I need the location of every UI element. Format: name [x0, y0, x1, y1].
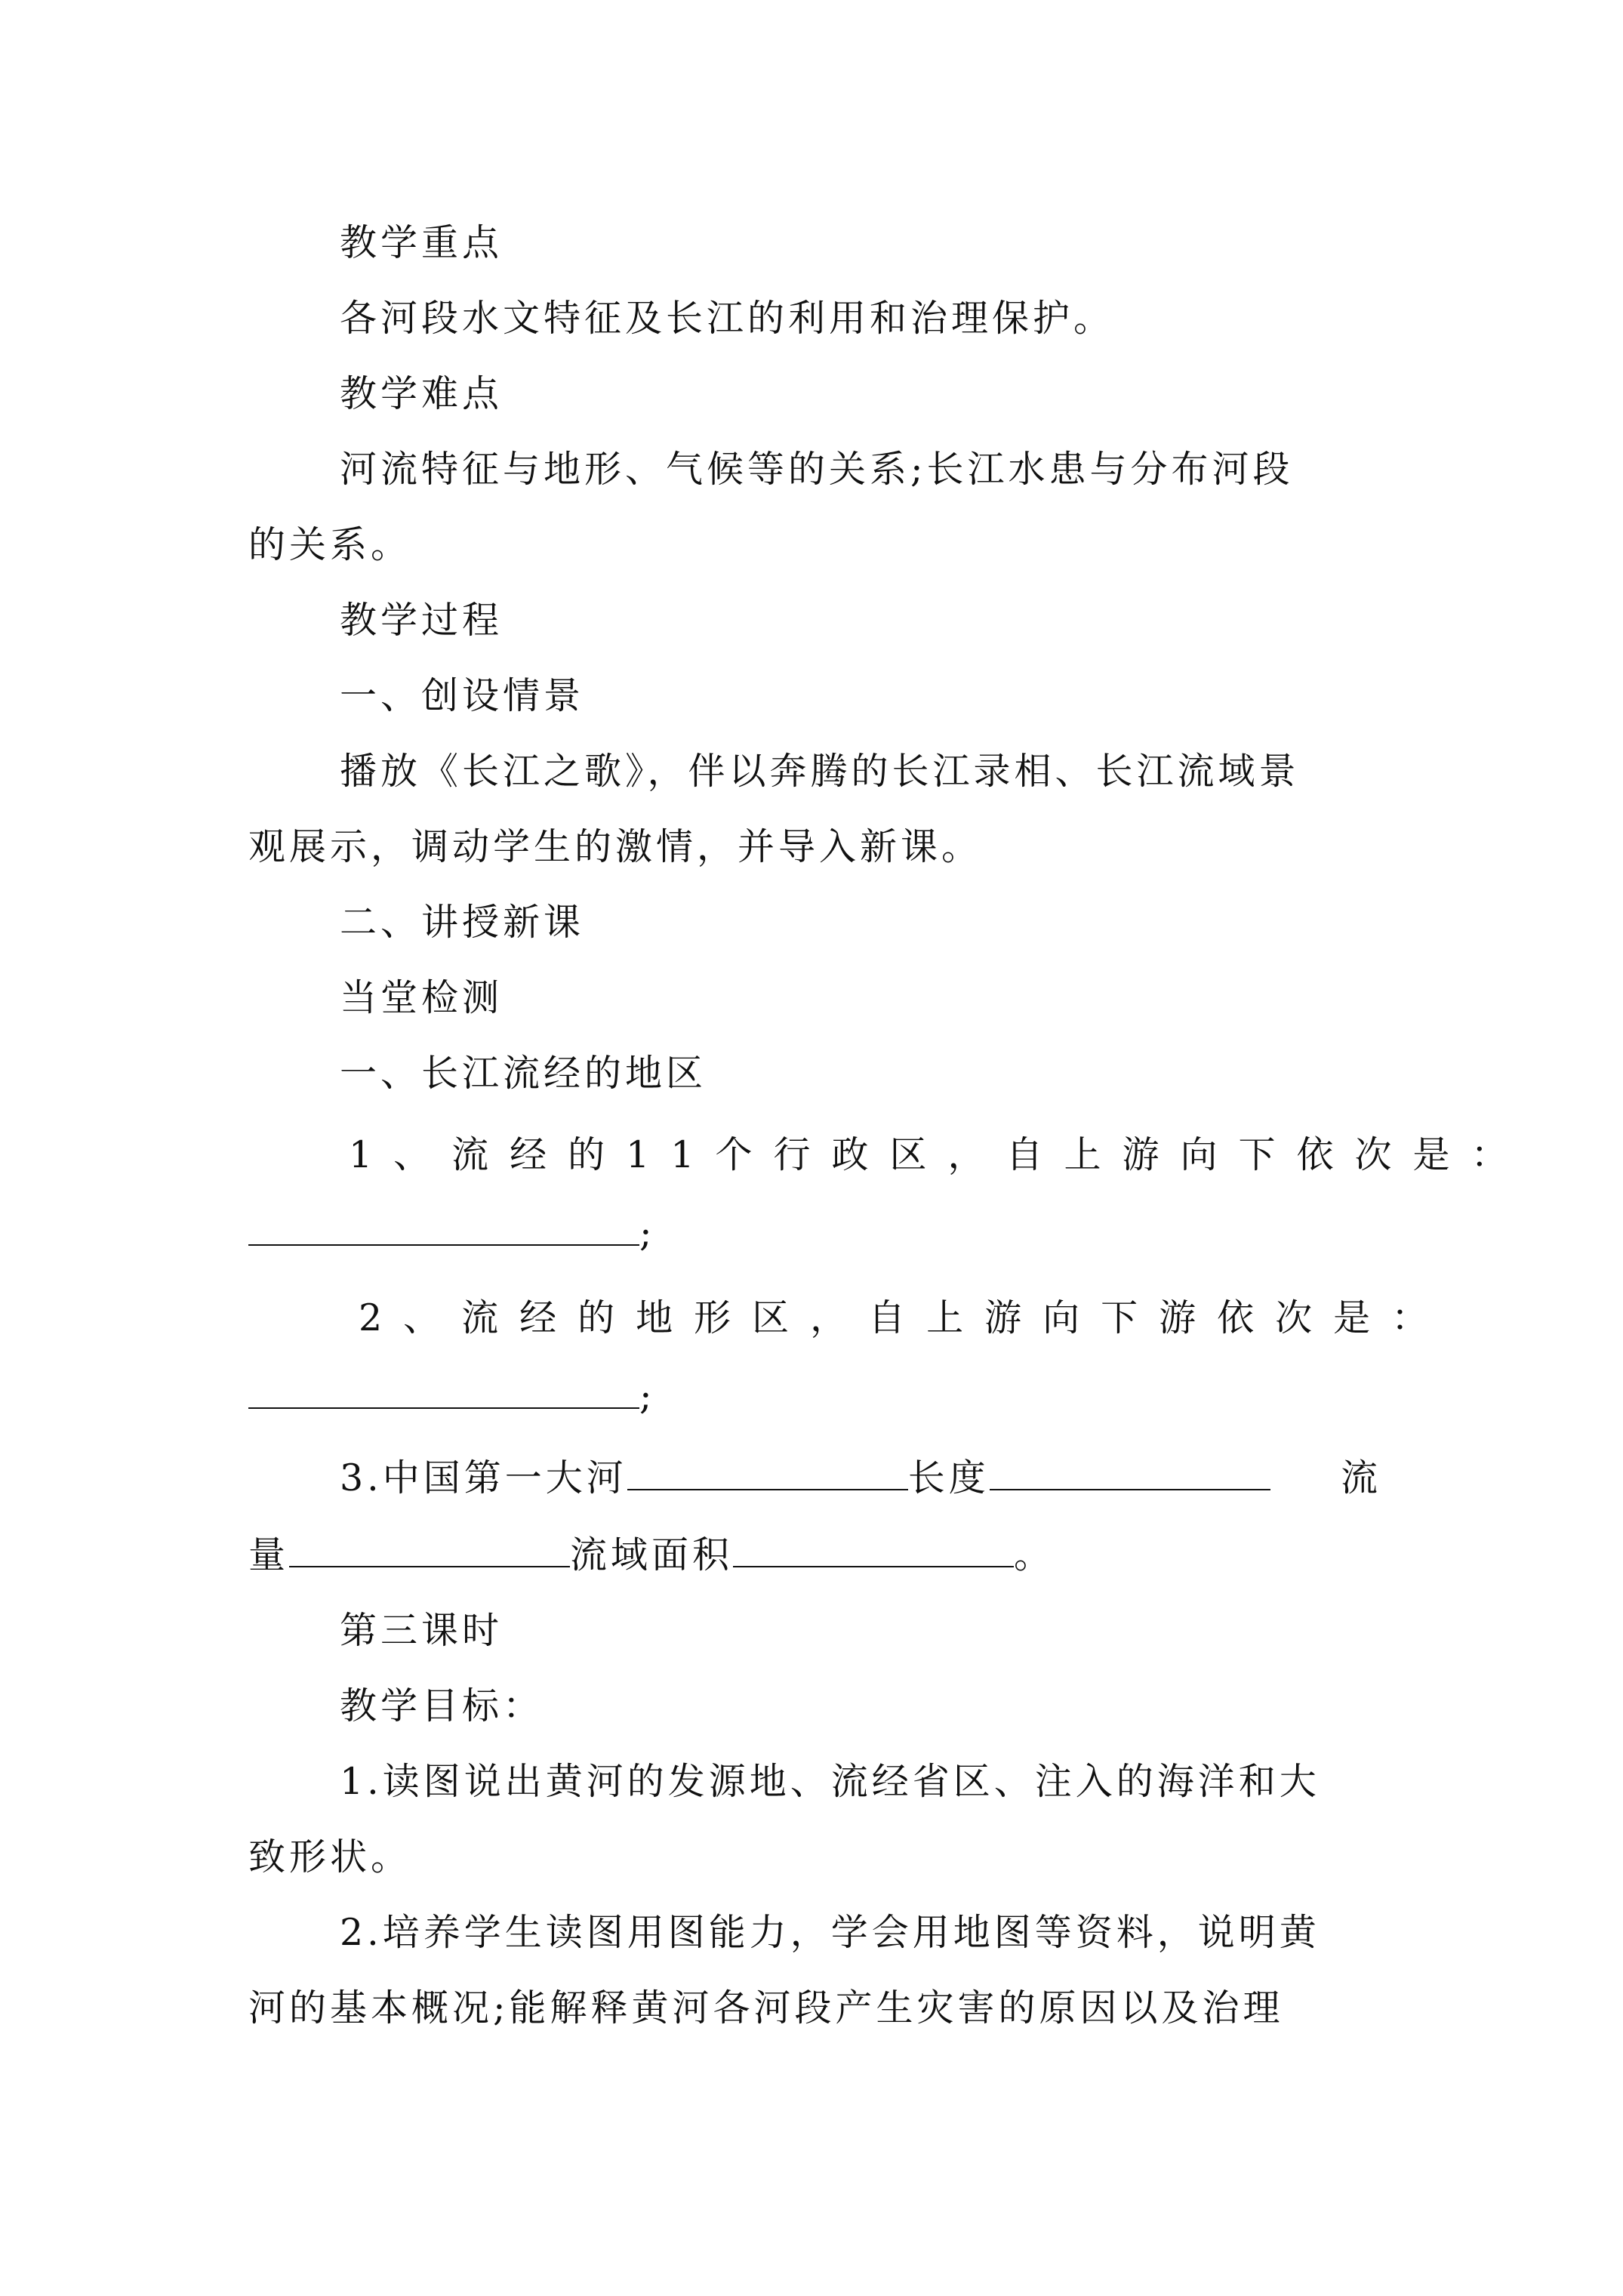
label-largest-river: 3.中国第一大河	[340, 1456, 627, 1499]
question-3-line-1	[340, 1456, 1381, 1501]
heading-teaching-process: 教学过程	[340, 599, 504, 642]
text-teaching-difficulty-2: 的关系。	[248, 523, 412, 566]
question-3-line-2	[248, 1533, 1055, 1578]
question-2: 2、流经的地形区，自上游向下游依次是：	[359, 1296, 1450, 1339]
text-teaching-focus: 各河段水文特征及长江的利用和治理保护。	[340, 297, 1115, 340]
heading-teaching-difficulty: 教学难点	[340, 372, 504, 415]
blank-largest-river[interactable]	[627, 1456, 908, 1490]
text-create-scene-2: 观展示，调动学生的激情，并导入新课。	[248, 825, 983, 868]
heading-yangtze-regions: 一、长江流经的地区	[340, 1052, 707, 1095]
blank-length[interactable]	[990, 1456, 1270, 1490]
heading-third-lesson: 第三课时	[340, 1609, 504, 1652]
question-1: 1、流经的11个行政区，自上游向下依次是：	[349, 1133, 1529, 1176]
period: 。	[1014, 1533, 1055, 1576]
heading-teaching-focus: 教学重点	[340, 221, 504, 264]
answer-line-1	[248, 1211, 656, 1256]
heading-in-class-test: 当堂检测	[340, 976, 504, 1019]
heading-new-lesson: 二、讲授新课	[340, 901, 585, 944]
label-basin-area: 流域面积	[570, 1533, 734, 1576]
label-flow-part-2: 量	[248, 1533, 290, 1576]
blank-flow[interactable]	[289, 1533, 570, 1567]
blank-1[interactable]	[248, 1211, 639, 1246]
goal-2-line-2: 河的基本概况;能解释黄河各河段产生灾害的原因以及治理	[248, 1986, 1284, 2029]
answer-line-2	[248, 1374, 656, 1419]
blank-basin-area[interactable]	[733, 1533, 1014, 1567]
semicolon-2: ;	[639, 1375, 656, 1418]
text-create-scene-1: 播放《长江之歌》，伴以奔腾的长江录相、长江流域景	[340, 750, 1300, 793]
semicolon-1: ;	[639, 1212, 656, 1255]
text-teaching-difficulty-1: 河流特征与地形、气候等的关系;长江水患与分布河段	[340, 448, 1294, 491]
goal-1-line-2: 致形状。	[248, 1835, 412, 1878]
label-flow-part-1: 流	[1340, 1456, 1381, 1499]
heading-create-scene: 一、创设情景	[340, 674, 585, 717]
blank-2[interactable]	[248, 1374, 639, 1409]
goal-2-line-1: 2.培养学生读图用图能力，学会用地图等资料，说明黄	[340, 1911, 1320, 1954]
goal-1-line-1: 1.读图说出黄河的发源地、流经省区、注入的海洋和大	[340, 1760, 1320, 1803]
label-length: 长度	[907, 1456, 990, 1499]
heading-teaching-goals: 教学目标：	[340, 1684, 544, 1727]
